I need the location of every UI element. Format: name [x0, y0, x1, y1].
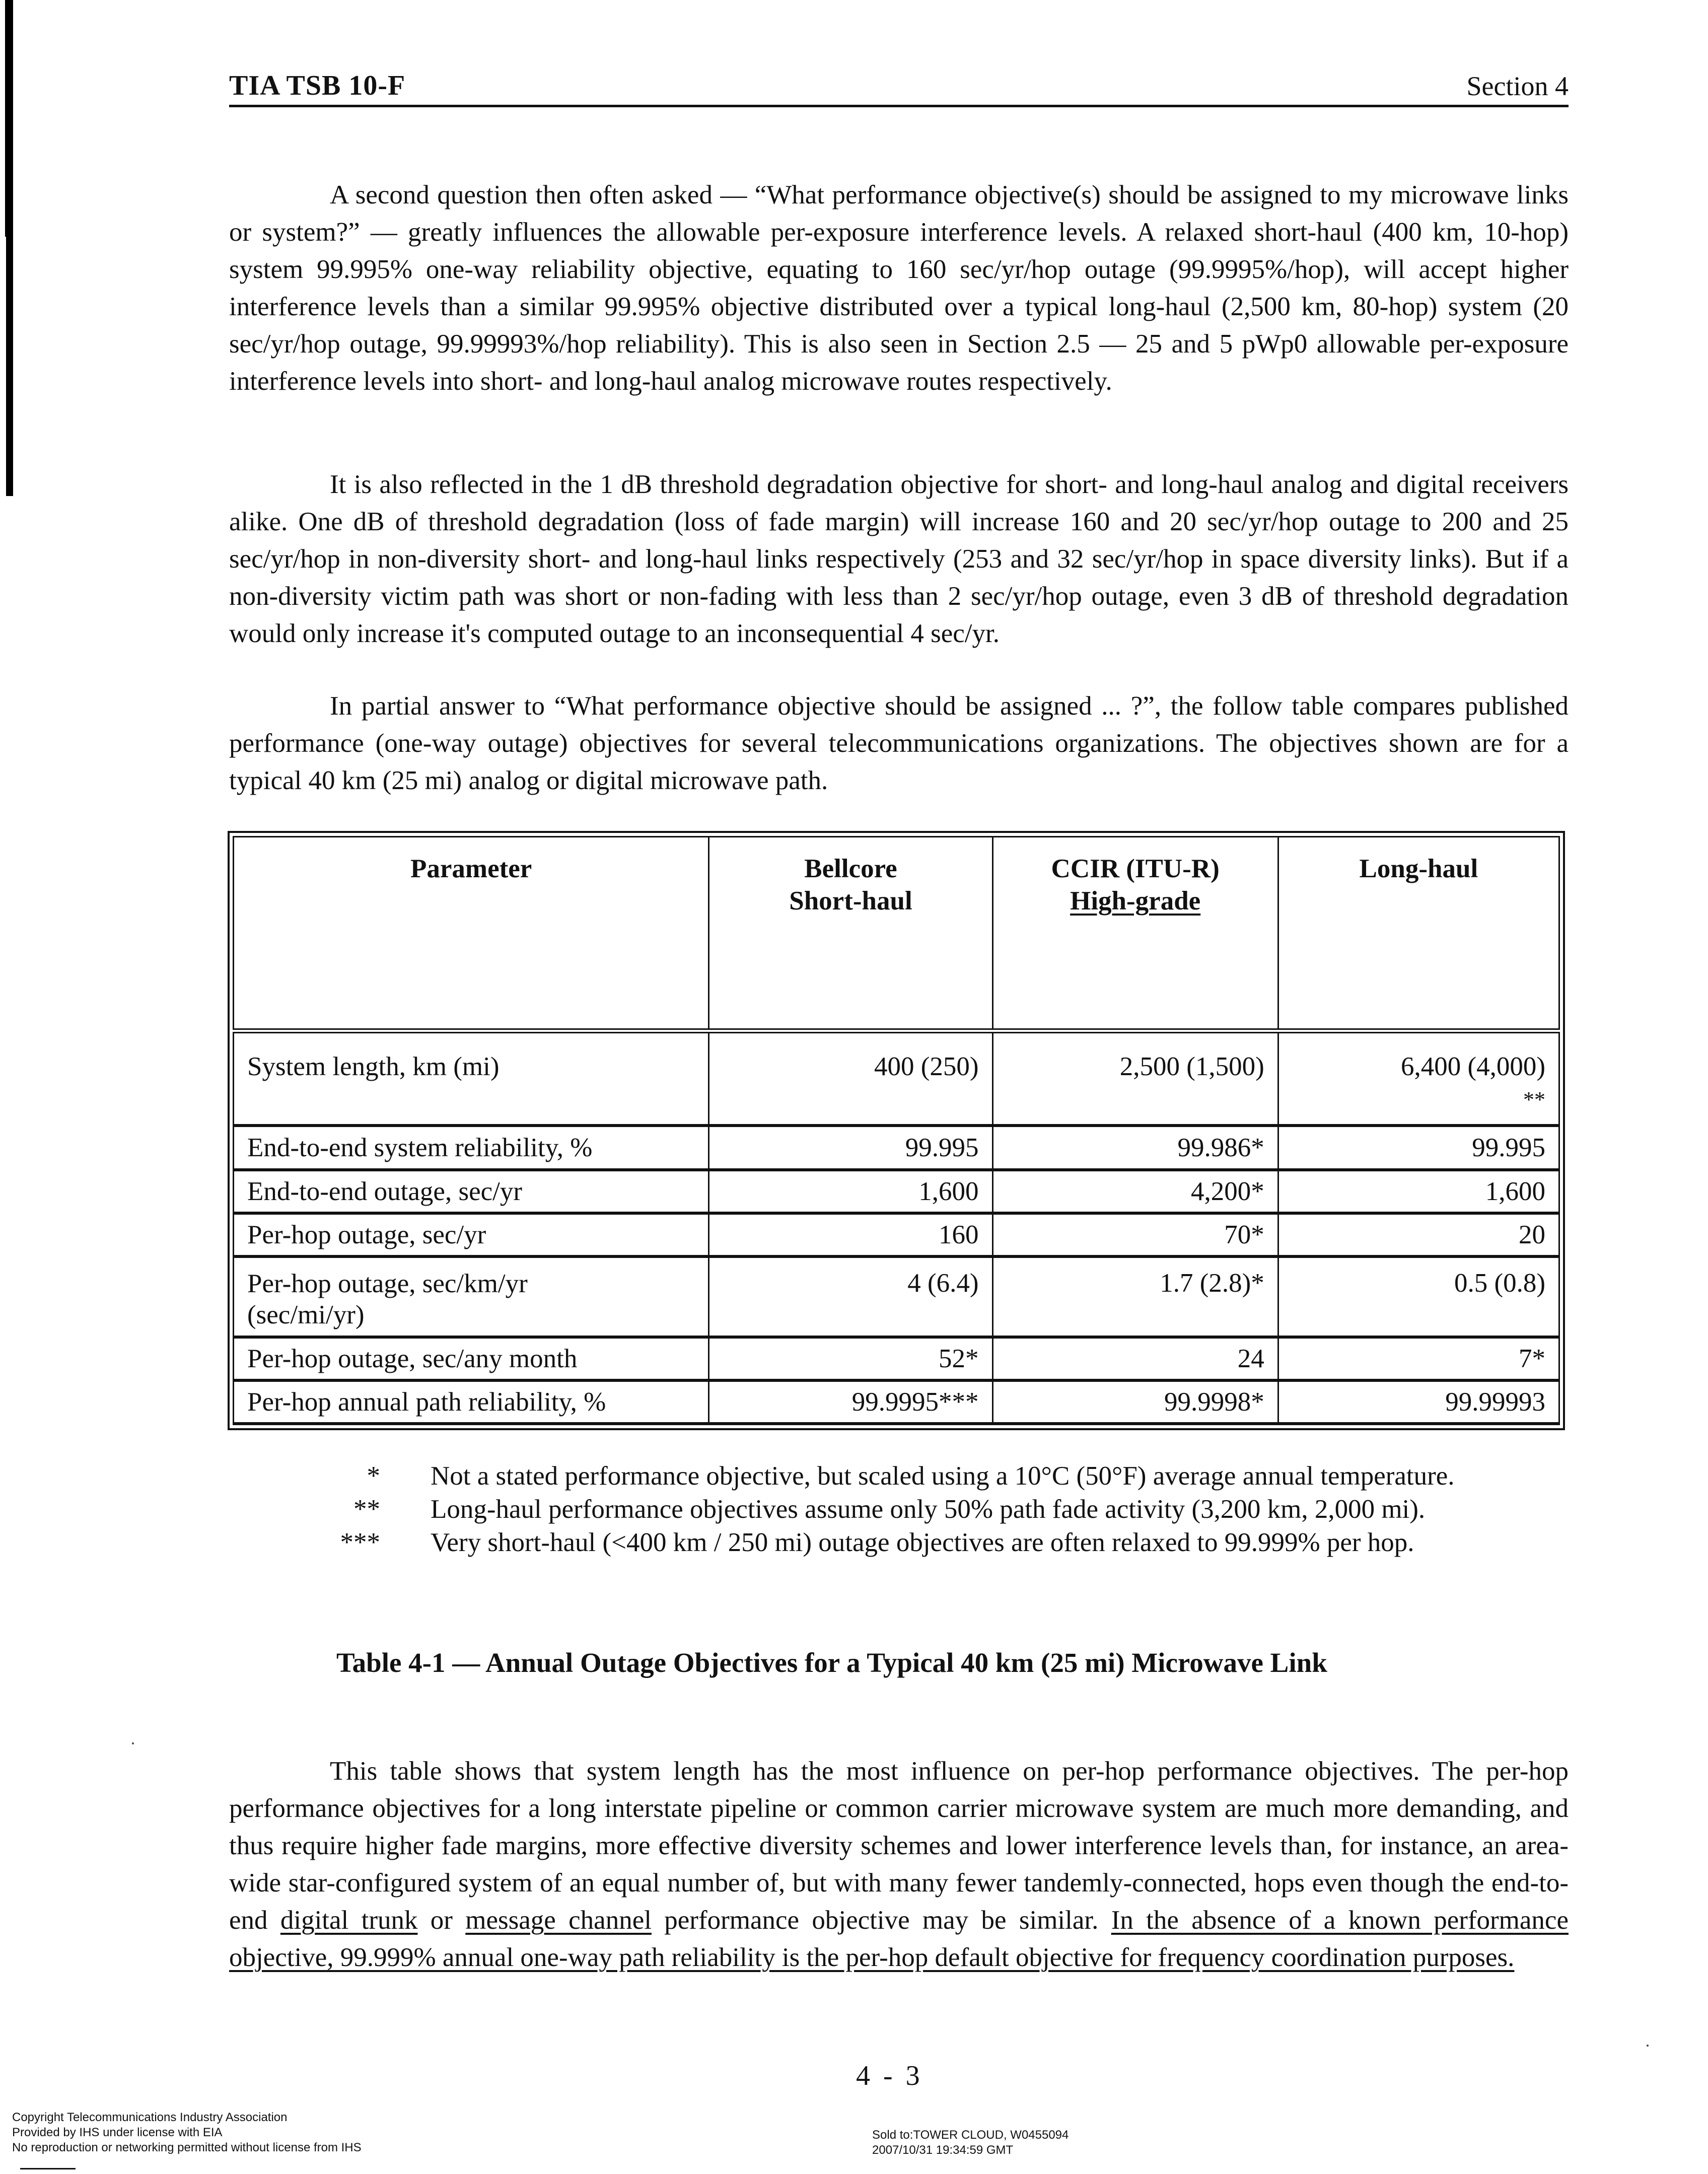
- cell-bellcore: 99.9995***: [709, 1380, 992, 1424]
- cell-long-haul: 99.995: [1278, 1126, 1559, 1170]
- table-caption: Table 4-1 — Annual Outage Objectives for a Typical 40 km (25 mi) Microwave Link: [336, 1647, 1327, 1678]
- outage-objectives-table: [228, 831, 1565, 1430]
- table-row: [234, 1256, 1559, 1337]
- paragraph-threshold-degradation: [229, 466, 1569, 652]
- cell-ccir: 24: [992, 1337, 1278, 1380]
- paragraph-text: This table shows that system length has the most influence on per-hop performance objectives. The per-hop performance objectives for a long interstate pipeline or common carrier microwave system are much more demanding, and thus require higher fade margins, more effective diversity schemes and lower interference levels than, for instance, an area-wide star-configured system of an equal number of, but with many fewer tandemly-connected, hops even though the end-to-end: [229, 1757, 1569, 1935]
- cell-long-haul: 20: [1278, 1213, 1559, 1256]
- footnote-text: Not a stated performance objective, but scaled using a 10°C (50°F) average annual temperature.: [431, 1461, 1455, 1491]
- paragraph-text: A second question then often asked — “What performance objective(s) should be assigned to my microwave links or system?” — greatly influences the allowable per-exposure interference levels. A relaxed short-haul (400 km, 10-hop) system 99.995% one-way reliability objective, equating to 160 sec/yr/hop outage (99.9995%/hop), will accept higher interference levels than a similar 99.995% objective distributed over a typical long-haul (2,500 km, 80-hop) system (20 sec/yr/hop outage, 99.99993%/hop reliability). This is also seen in Section 2.5 — 25 and 5 pWp0 allowable per-exposure interference levels into short- and long-haul analog microwave routes respectively.: [229, 180, 1569, 396]
- footnote-text: Long-haul performance objectives assume only 50% path fade activity (3,200 km, 2,000 mi).: [431, 1495, 1426, 1524]
- cell-ccir: 99.986*: [992, 1126, 1278, 1170]
- footnote-mark: ***: [340, 1528, 380, 1557]
- underlined-term-digital-trunk: digital trunk: [280, 1906, 418, 1935]
- table-row: [234, 1031, 1559, 1126]
- footnote: [312, 1527, 1569, 1558]
- column-header-bellcore: Bellcore Short-haul: [709, 837, 992, 1031]
- footnote: [312, 1494, 1569, 1525]
- column-header-long-haul: Long-haul: [1278, 837, 1559, 1031]
- reproduction-line: No reproduction or networking permitted without license from IHS: [12, 2141, 362, 2154]
- cell-bellcore: 1,600: [709, 1170, 992, 1213]
- cell-long-haul: 99.99993: [1278, 1380, 1559, 1424]
- table-header-row: [234, 837, 1559, 1031]
- sold-to-line: Sold to:TOWER CLOUD, W0455094: [872, 2128, 1069, 2142]
- footer-rule: [20, 2168, 76, 2169]
- copyright-notice: [12, 2110, 362, 2155]
- page-header: [229, 64, 1569, 107]
- column-header-parameter: Parameter: [234, 837, 709, 1031]
- cell-bellcore: 52*: [709, 1337, 992, 1380]
- footnote-text: Very short-haul (<400 km / 250 mi) outage objectives are often relaxed to 99.999% per hop.: [431, 1528, 1414, 1557]
- footnote-mark: *: [367, 1461, 380, 1491]
- cell-ccir: 70*: [992, 1213, 1278, 1256]
- paragraph-text: performance objective may be similar.: [651, 1906, 1111, 1935]
- row-label: Per-hop outage, sec/any month: [234, 1337, 709, 1380]
- column-header-ccir: CCIR (ITU-R) High-grade: [992, 837, 1278, 1031]
- cell-long-haul: 1,600: [1278, 1170, 1559, 1213]
- cell-ccir: 2,500 (1,500): [992, 1031, 1278, 1126]
- timestamp-line: 2007/10/31 19:34:59 GMT: [872, 2143, 1014, 2157]
- cell-bellcore: 4 (6.4): [709, 1256, 992, 1337]
- sale-stamp: [872, 2128, 1069, 2158]
- cell-ccir: 1.7 (2.8)*: [992, 1256, 1278, 1337]
- paragraph-text: In partial answer to “What performance objective should be assigned ... ?”, the follow table compares published performance (one-way outage) objectives for several telecommunications organizations. The objectives shown are for a typical 40 km (25 mi) analog or digital microwave path.: [229, 691, 1569, 795]
- section-label: Section 4: [1466, 71, 1569, 101]
- paragraph-performance-question: [229, 176, 1569, 400]
- table-row: [234, 1213, 1559, 1256]
- cell-bellcore: 400 (250): [709, 1031, 992, 1126]
- footnote: [312, 1460, 1569, 1492]
- license-line: Provided by IHS under license with EIA: [12, 2126, 223, 2139]
- row-label: Per-hop outage, sec/yr: [234, 1213, 709, 1256]
- table-row: [234, 1170, 1559, 1213]
- paragraph-table-intro: [229, 687, 1569, 799]
- cell-long-haul: 0.5 (0.8): [1278, 1256, 1559, 1337]
- table-row: [234, 1380, 1559, 1424]
- row-label: End-to-end outage, sec/yr: [234, 1170, 709, 1213]
- footnote-mark: **: [353, 1495, 380, 1524]
- paragraph-text: It is also reflected in the 1 dB threshold degradation objective for short- and long-haul analog and digital receivers alike. One dB of threshold degradation (loss of fade margin) will increase 160 and 20 sec/yr/hop outage to 200 and 25 sec/yr/hop in non-diversity short- and long-haul links respectively (253 and 32 sec/yr/hop in space diversity links). But if a non-diversity victim path was short or non-fading with less than 2 sec/yr/hop outage, even 3 dB of threshold degradation would only increase it's computed outage to an inconsequential 4 sec/yr.: [229, 470, 1569, 648]
- row-label: Per-hop annual path reliability, %: [234, 1380, 709, 1424]
- cell-ccir: 99.9998*: [992, 1380, 1278, 1424]
- row-label: End-to-end system reliability, %: [234, 1126, 709, 1170]
- cell-bellcore: 99.995: [709, 1126, 992, 1170]
- scan-speck: [132, 1742, 134, 1744]
- row-label: Per-hop outage, sec/km/yr (sec/mi/yr): [234, 1256, 709, 1337]
- paragraph-conclusion: [229, 1752, 1569, 1976]
- scan-edge-artifact: [5, 0, 8, 237]
- scan-speck: [1647, 2045, 1649, 2047]
- row-label: System length, km (mi): [234, 1031, 709, 1126]
- paragraph-text: or: [417, 1906, 466, 1935]
- copyright-line: Copyright Telecommunications Industry Association: [12, 2111, 288, 2124]
- table-row: [234, 1337, 1559, 1380]
- underlined-term-message-channel: message channel: [465, 1906, 652, 1935]
- page-number: 4 - 3: [856, 2060, 923, 2091]
- cell-long-haul: 7*: [1278, 1337, 1559, 1380]
- cell-bellcore: 160: [709, 1213, 992, 1256]
- cell-long-haul: 6,400 (4,000) **: [1278, 1031, 1559, 1126]
- document-id: TIA TSB 10-F: [229, 70, 406, 101]
- default-objective-statement: In the absence of a known performance objective, 99.999% annual one-way path reliability is the per-hop default objective for frequency coordination purposes.: [229, 1906, 1569, 1972]
- cell-ccir: 4,200*: [992, 1170, 1278, 1213]
- table-row: [234, 1126, 1559, 1170]
- table-footnotes: [312, 1460, 1569, 1560]
